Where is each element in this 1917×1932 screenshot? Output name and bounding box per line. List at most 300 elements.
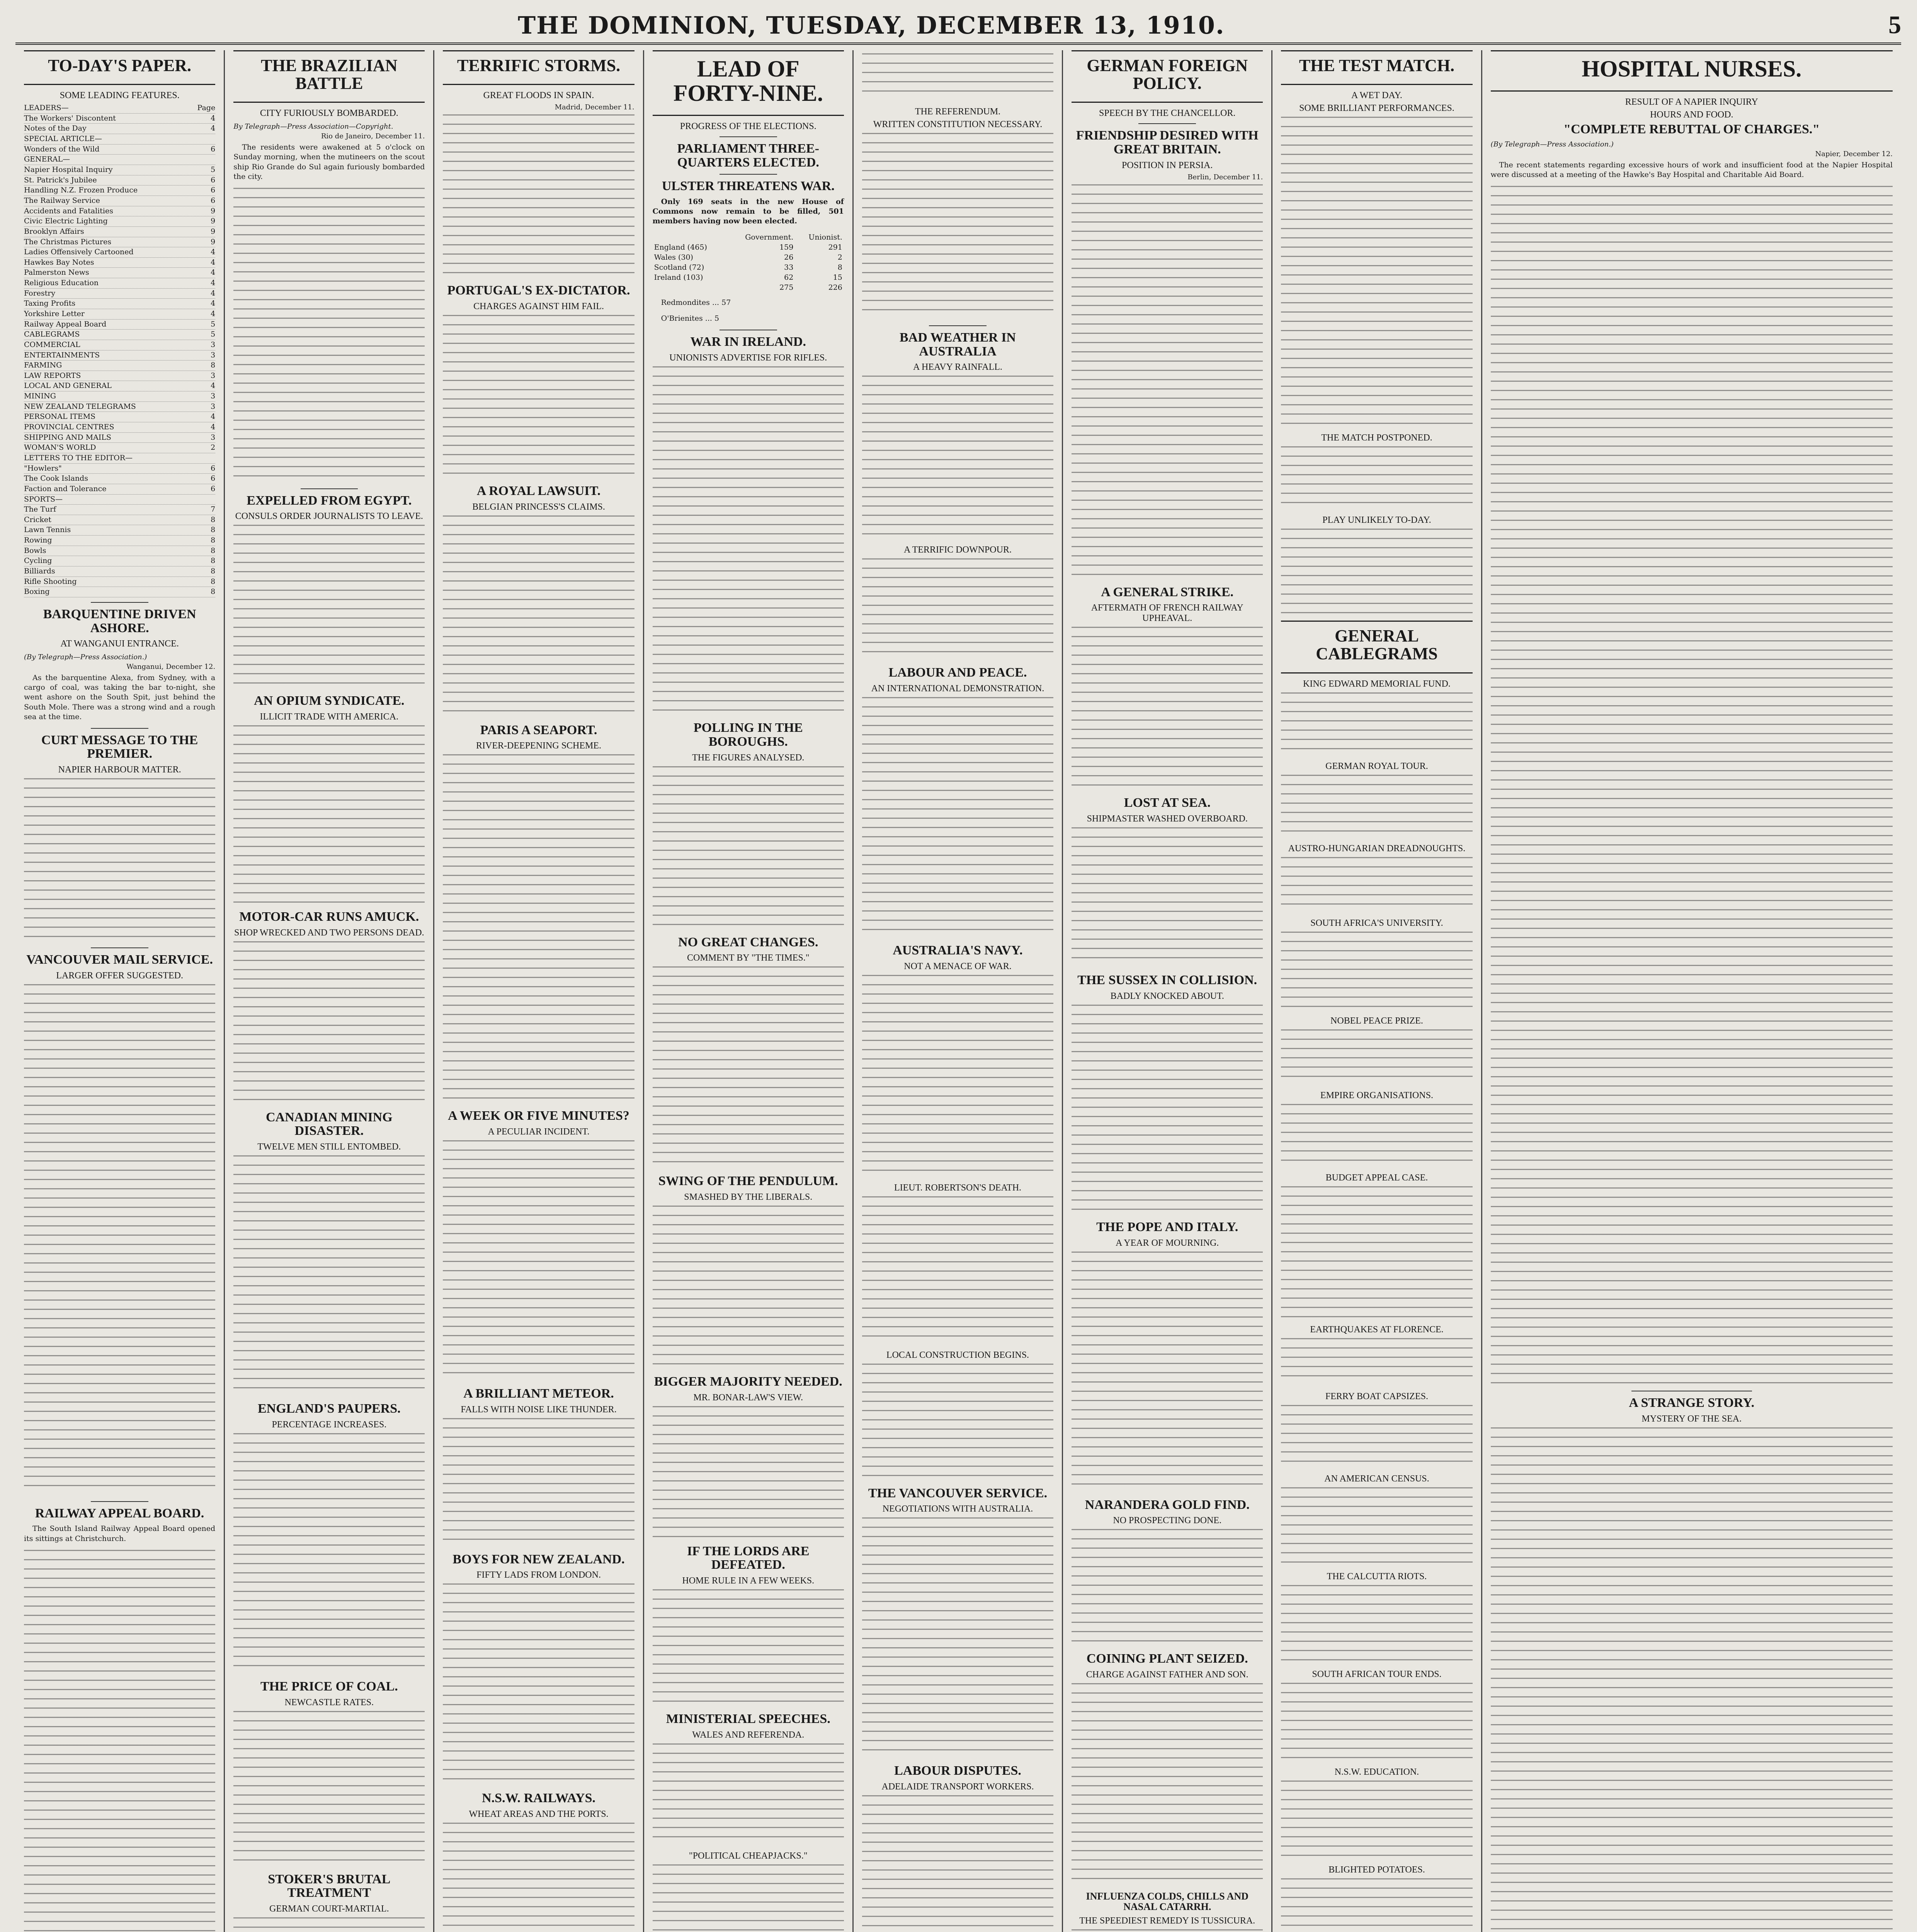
text-block xyxy=(1281,1487,1472,1565)
text-block xyxy=(443,114,634,277)
story-headline: VANCOUVER MAIL SERVICE. xyxy=(26,952,213,967)
text-block xyxy=(233,1711,425,1866)
table-row xyxy=(653,272,844,282)
column-1 xyxy=(15,50,225,1932)
contents-item xyxy=(24,587,215,597)
contents-item xyxy=(24,299,215,309)
text-block xyxy=(1072,1929,1263,1932)
table-cell: 275 xyxy=(779,283,794,292)
story-headline: BARQUENTINE DRIVEN ASHORE. xyxy=(43,607,196,635)
contents-item-label: Handling N.Z. Frozen Produce xyxy=(24,186,138,195)
story-subheadline: NEWCASTLE RATES. xyxy=(284,1697,374,1708)
story-subheadline: "POLITICAL CHEAPJACKS." xyxy=(689,1850,808,1861)
contents-item xyxy=(24,227,215,237)
contents-item-label: Rowing xyxy=(24,536,52,545)
story-text: As the barquentine Alexa, from Sydney, with a cargo of coal, was taking the bar to-night, she went ashore on the South Spit, just behind the South Mole. There was a strong wind and a rough sea at the time. xyxy=(24,673,216,721)
story-headline: THE VANCOUVER SERVICE. xyxy=(868,1486,1048,1500)
story-headline: NARANDERA GOLD FIND. xyxy=(1085,1497,1250,1512)
contents-item xyxy=(24,474,215,484)
story-subheadline: CHARGES AGAINST HIM FAIL. xyxy=(473,301,604,311)
story-subheadline: GREAT FLOODS IN SPAIN. xyxy=(483,90,594,101)
contents-item-page: 9 xyxy=(211,206,216,215)
contents-item-label: Religious Education xyxy=(24,279,99,287)
text-block xyxy=(1281,446,1472,508)
table-row xyxy=(653,242,844,252)
text-block xyxy=(862,975,1053,1176)
text-block xyxy=(1491,186,1893,1384)
masthead xyxy=(15,8,1901,45)
contents-item xyxy=(24,206,215,217)
story-headline: STOKER'S BRUTAL TREATMENT xyxy=(268,1872,391,1900)
story-text: Only 169 seats in the new House of Commons now remain to be filled, 501 members having now been elected. xyxy=(652,197,844,226)
text-block xyxy=(653,1864,844,1932)
story-subheadline: TWELVE MEN STILL ENTOMBED. xyxy=(257,1142,401,1152)
contents-item-page: 4 xyxy=(211,423,216,432)
contents-item-label: LEADERS— xyxy=(24,104,69,112)
story-subheadline: A TERRIFIC DOWNPOUR. xyxy=(904,545,1012,555)
contents-item-page: 8 xyxy=(211,546,216,555)
contents-item xyxy=(24,546,215,556)
columns xyxy=(15,50,1901,1932)
story-headline: EXPELLED FROM EGYPT. xyxy=(247,493,412,508)
contents-item-page: 6 xyxy=(211,175,216,184)
story-subheadline: SMASHED BY THE LIBERALS. xyxy=(684,1192,813,1202)
masthead-title: THE DOMINION, TUESDAY, DECEMBER 13, 1910. xyxy=(518,11,1225,39)
story-headline: COINING PLANT SEIZED. xyxy=(1086,1651,1248,1666)
contents-item-page: 8 xyxy=(211,567,216,576)
contents-item-page: 3 xyxy=(211,392,216,401)
story-subheadline: MR. BONAR-LAW'S VIEW. xyxy=(693,1392,803,1403)
headline-box xyxy=(1491,50,1893,92)
text-block xyxy=(1072,1683,1263,1884)
story-subheadline: WHEAT AREAS AND THE PORTS. xyxy=(469,1809,609,1819)
story-subheadline: LIEUT. ROBERTSON'S DEATH. xyxy=(894,1182,1022,1193)
contents-item xyxy=(24,196,215,206)
story-dateline: Berlin, December 11. xyxy=(1187,173,1263,181)
contents-item-label: Boxing xyxy=(24,587,50,596)
story-headline: RAILWAY APPEAL BOARD. xyxy=(35,1506,204,1520)
story-headline: A STRANGE STORY. xyxy=(1629,1395,1755,1410)
contents-item xyxy=(24,402,215,412)
text-block xyxy=(1072,827,1263,966)
contents-item-page: 4 xyxy=(211,310,216,318)
story-subheadline: BADLY KNOCKED ABOUT. xyxy=(1110,991,1224,1001)
contents-item-page: 2 xyxy=(211,443,216,452)
story-headline: PARLIAMENT THREE-QUARTERS ELECTED. xyxy=(677,141,819,170)
story-subheadline: BUDGET APPEAL CASE. xyxy=(1325,1172,1428,1183)
text-block xyxy=(233,1433,425,1673)
story-subheadline: CITY FURIOUSLY BOMBARDED. xyxy=(260,108,398,119)
story-subheadline: SOME BRILLIANT PERFORMANCES. xyxy=(1299,103,1454,114)
table-header-cell: Unionist. xyxy=(808,233,842,242)
redmondites-row: Redmondites ... 57 xyxy=(661,298,731,307)
story-subheadline: SOUTH AFRICA'S UNIVERSITY. xyxy=(1310,918,1443,928)
contents-item-page: 3 xyxy=(211,433,216,442)
contents-item-label: LOCAL AND GENERAL xyxy=(24,381,112,390)
story-headline: A GENERAL STRIKE. xyxy=(1101,585,1234,599)
story-subheadline: EMPIRE ORGANISATIONS. xyxy=(1320,1090,1433,1100)
contents-item-label: Cricket xyxy=(24,515,51,524)
story-headline: MINISTERIAL SPEECHES. xyxy=(666,1711,830,1726)
story-subheadline: AUSTRO-HUNGARIAN DREADNOUGHTS. xyxy=(1288,843,1466,854)
obrienites-row: O'Brienites ... 5 xyxy=(661,314,720,323)
story-headline: INFLUENZA COLDS, CHILLS AND NASAL CATARRH. xyxy=(1086,1890,1249,1913)
contents-item-page: 8 xyxy=(211,526,216,534)
text-block xyxy=(862,1196,1053,1343)
contents-item xyxy=(24,145,215,155)
contents-item-label: SHIPPING AND MAILS xyxy=(24,433,111,442)
story-headline: A BRILLIANT METEOR. xyxy=(463,1386,614,1401)
contents-item xyxy=(24,443,215,453)
contents-item-label: PERSONAL ITEMS xyxy=(24,412,96,421)
contents-item-page: 4 xyxy=(211,299,216,308)
column-3 xyxy=(434,50,644,1932)
story-subheadline: AN INTERNATIONAL DEMONSTRATION. xyxy=(871,684,1044,694)
story-headline: FRIENDSHIP DESIRED WITH GREAT BRITAIN. xyxy=(1076,128,1259,157)
contents-item-page: 6 xyxy=(211,196,216,205)
headline-box xyxy=(1281,621,1472,673)
contents-item xyxy=(24,289,215,299)
story-headline: CURT MESSAGE TO THE PREMIER. xyxy=(41,733,198,761)
text-block xyxy=(1072,184,1263,578)
text-block xyxy=(862,133,1053,318)
text-block xyxy=(1281,1683,1472,1760)
contents-item-label: PROVINCIAL CENTRES xyxy=(24,423,114,432)
divider xyxy=(91,947,148,948)
contents-item xyxy=(24,433,215,443)
story-subheadline: HOURS AND FOOD. xyxy=(1650,110,1733,120)
text-block xyxy=(233,941,425,1104)
table-row xyxy=(653,282,844,293)
contents-item-label: The Cook Islands xyxy=(24,474,88,483)
story-headline: "COMPLETE REBUTTAL OF CHARGES." xyxy=(1563,122,1820,136)
contents-item-page: Page xyxy=(197,104,216,112)
contents-item-page: 4 xyxy=(211,412,216,421)
story-subheadline: THE FIGURES ANALYSED. xyxy=(692,752,805,763)
text-block xyxy=(1072,1005,1263,1213)
table-cell: 26 xyxy=(784,253,794,262)
story-subheadline: ILLICIT TRADE WITH AMERICA. xyxy=(260,712,399,722)
text-block xyxy=(233,725,425,903)
story-headline: A ROYAL LAWSUIT. xyxy=(476,483,601,498)
story-subheadline: FERRY BOAT CAPSIZES. xyxy=(1325,1391,1428,1401)
text-block xyxy=(862,1517,1053,1757)
contents-item-label: COMMERCIAL xyxy=(24,340,80,349)
text-block xyxy=(1072,1252,1263,1491)
divider xyxy=(720,136,777,137)
headline-box xyxy=(653,50,844,116)
story-subheadline: A PECULIAR INCIDENT. xyxy=(488,1126,590,1137)
contents-item-label: NEW ZEALAND TELEGRAMS xyxy=(24,402,136,411)
contents-item-label: St. Patrick's Jubilee xyxy=(24,175,97,184)
story-headline: LABOUR AND PEACE. xyxy=(888,665,1027,680)
column-5 xyxy=(854,50,1063,1932)
table-cell: 2 xyxy=(837,253,842,262)
story-dateline: Napier, December 12. xyxy=(1815,150,1893,158)
text-block xyxy=(443,515,634,716)
contents-item-page: 8 xyxy=(211,556,216,565)
contents-item xyxy=(24,453,215,464)
story-headline: THE POPE AND ITALY. xyxy=(1096,1219,1238,1234)
story-subheadline: PERCENTAGE INCREASES. xyxy=(272,1419,387,1430)
contents-item-label: Cycling xyxy=(24,556,52,565)
story-subheadline: FALLS WITH NOISE LIKE THUNDER. xyxy=(461,1404,617,1415)
story-byline: (By Telegraph—Press Association.) xyxy=(1490,140,1614,148)
contents-heading-box xyxy=(24,50,215,85)
contents-item-page: 4 xyxy=(211,124,216,133)
story-subheadline: CONSULS ORDER JOURNALISTS TO LEAVE. xyxy=(235,511,423,522)
contents-item-page: 8 xyxy=(211,577,216,586)
story-headline: THE PRICE OF COAL. xyxy=(260,1679,398,1694)
story-headline: THE TEST MATCH. xyxy=(1299,56,1455,75)
contents-item-label: The Turf xyxy=(24,505,56,514)
contents-item-page: 3 xyxy=(211,350,216,359)
contents-item-page: 4 xyxy=(211,381,216,390)
contents-item-label: LAW REPORTS xyxy=(24,371,81,380)
contents-item-label: CABLEGRAMS xyxy=(24,330,80,339)
table-cell: 33 xyxy=(784,263,794,272)
contents-item xyxy=(24,165,215,175)
text-block xyxy=(443,754,634,1102)
text-block xyxy=(1281,1029,1472,1083)
story-subheadline: WRITTEN CONSTITUTION NECESSARY. xyxy=(873,119,1043,129)
contents-item-label: Faction and Tolerance xyxy=(24,484,107,493)
table-cell: England (465) xyxy=(654,243,707,252)
text-block xyxy=(1281,1585,1472,1662)
contents-heading: TO-DAY'S PAPER. xyxy=(48,56,192,75)
contents-item xyxy=(24,124,215,134)
story-subheadline: AFTERMATH OF FRENCH RAILWAY UPHEAVAL. xyxy=(1091,603,1243,624)
story-headline: MOTOR-CAR RUNS AMUCK. xyxy=(239,910,419,924)
story-headline: ULSTER THREATENS WAR. xyxy=(662,179,835,194)
story-headline: AN OPIUM SYNDICATE. xyxy=(254,694,405,708)
text-block xyxy=(24,778,215,940)
text-block xyxy=(1281,775,1472,837)
contents-item xyxy=(24,185,215,196)
story-headline: AUSTRALIA'S NAVY. xyxy=(893,943,1023,958)
story-subheadline: THE CALCUTTA RIOTS. xyxy=(1327,1571,1427,1582)
contents-item-label: FARMING xyxy=(24,361,62,370)
contents-item-page: 3 xyxy=(211,371,216,380)
table-cell: Ireland (103) xyxy=(654,273,703,282)
text-block xyxy=(862,376,1053,538)
story-text: The South Island Railway Appeal Board opened its sittings at Christchurch. xyxy=(24,1524,216,1543)
story-subheadline: SHOP WRECKED AND TWO PERSONS DEAD. xyxy=(234,927,424,938)
story-subheadline: N.S.W. EDUCATION. xyxy=(1334,1767,1419,1777)
story-headline: THE BRAZILIAN BATTLE xyxy=(261,56,398,93)
story-byline: (By Telegraph—Press Association.) xyxy=(24,653,147,662)
contents-item-page: 9 xyxy=(211,227,216,236)
table-cell: 291 xyxy=(828,243,842,252)
text-block xyxy=(443,1583,634,1784)
contents-item xyxy=(24,566,215,577)
text-block xyxy=(1281,1104,1472,1166)
contents-item-label: Notes of the Day xyxy=(24,124,87,133)
contents-item-page: 8 xyxy=(211,536,216,545)
story-subheadline: RESULT OF A NAPIER INQUIRY xyxy=(1625,97,1758,107)
story-subheadline: WALES AND REFERENDA. xyxy=(692,1730,805,1740)
contents-item-page: 6 xyxy=(211,474,216,483)
contents-item-label: Palmerston News xyxy=(24,268,89,277)
contents-item-page: 5 xyxy=(211,330,216,339)
contents-item-page: 4 xyxy=(211,268,216,277)
contents-item xyxy=(24,556,215,566)
story-subheadline: PROGRESS OF THE ELECTIONS. xyxy=(680,121,816,131)
table-header-cell xyxy=(653,232,727,242)
contents-item-label: ENTERTAINMENTS xyxy=(24,350,100,359)
text-block xyxy=(24,984,215,1494)
text-block xyxy=(1072,1529,1263,1645)
contents-item xyxy=(24,103,215,114)
contents-item-label: SPORTS— xyxy=(24,495,63,503)
contents-item-page: 6 xyxy=(211,186,216,195)
story-headline: LOST AT SEA. xyxy=(1124,796,1211,810)
contents-item xyxy=(24,422,215,433)
contents-item-page: 8 xyxy=(211,587,216,596)
divider xyxy=(720,174,777,175)
contents-item-page: 7 xyxy=(211,505,216,514)
contents-item-label: "Howlers" xyxy=(24,464,62,473)
story-headline: LABOUR DISPUTES. xyxy=(894,1764,1021,1778)
text-block xyxy=(653,766,844,929)
story-subheadline: POSITION IN PERSIA. xyxy=(1122,160,1213,170)
contents-item xyxy=(24,330,215,340)
story-subheadline: SHIPMASTER WASHED OVERBOARD. xyxy=(1087,814,1248,824)
contents-item xyxy=(24,381,215,391)
story-text: The recent statements regarding excessive hours of work and insufficient food at the Napier Hospital were discussed at a meeting of the Hawke's Bay Hospital and Charitable Aid Board. xyxy=(1490,160,1893,179)
text-block xyxy=(233,188,425,481)
table-row xyxy=(653,252,844,262)
story-headline: ENGLAND'S PAUPERS. xyxy=(258,1401,401,1416)
contents-item-label: Wonders of the Wild xyxy=(24,145,100,153)
text-block xyxy=(653,966,844,1167)
contents-item-label: Hawkes Bay Notes xyxy=(24,258,94,267)
contents-item-label: Accidents and Fatalities xyxy=(24,206,113,215)
divider xyxy=(91,728,148,729)
story-headline: GERMAN FOREIGN POLICY. xyxy=(1087,56,1248,93)
text-block xyxy=(1281,932,1472,1009)
story-subheadline: A HEAVY RAINFALL. xyxy=(913,362,1002,372)
contents-item-label: Brooklyn Affairs xyxy=(24,227,84,236)
story-headline: POLLING IN THE BOROUGHS. xyxy=(693,721,803,749)
contents-item-label: WOMAN'S WORLD xyxy=(24,443,96,452)
text-block xyxy=(443,1140,634,1380)
text-block xyxy=(862,697,1053,937)
story-subheadline: CHARGE AGAINST FATHER AND SON. xyxy=(1086,1669,1249,1680)
story-dateline: Madrid, December 11. xyxy=(555,103,634,112)
text-block xyxy=(443,1418,634,1546)
story-headline: LEAD OF FORTY-NINE. xyxy=(673,56,823,106)
contents-item xyxy=(24,350,215,361)
story-text: The residents were awakened at 5 o'clock on Sunday morning, when the mutineers on the scout ship Rio Grande do Sul again furiously bombarded the city. xyxy=(233,143,425,181)
contents-item xyxy=(24,412,215,422)
story-headline: PARIS A SEAPORT. xyxy=(480,723,597,737)
contents-item-page: 5 xyxy=(211,320,216,328)
column-2 xyxy=(225,50,434,1932)
story-subheadline: THE SPEEDIEST REMEDY IS TUSSICURA. xyxy=(1079,1916,1255,1926)
story-subheadline: SOUTH AFRICAN TOUR ENDS. xyxy=(1312,1669,1442,1679)
contents-item-label: Yorkshire Letter xyxy=(24,310,85,318)
text-block xyxy=(24,1550,215,1932)
story-subheadline: BELGIAN PRINCESS'S CLAIMS. xyxy=(472,502,605,512)
contents-item xyxy=(24,536,215,546)
text-block xyxy=(1281,1186,1472,1318)
contents-item xyxy=(24,134,215,145)
contents-item xyxy=(24,371,215,381)
story-headline: BOYS FOR NEW ZEALAND. xyxy=(452,1552,625,1566)
contents-item-page: 8 xyxy=(211,515,216,524)
story-subheadline: RIVER-DEEPENING SCHEME. xyxy=(476,741,602,751)
story-headline: NO GREAT CHANGES. xyxy=(678,935,818,949)
story-headline: TERRIFIC STORMS. xyxy=(457,56,621,75)
text-block xyxy=(1281,1405,1472,1467)
contents-item-label: The Christmas Pictures xyxy=(24,237,112,246)
contents-item-page: 6 xyxy=(211,464,216,473)
story-dateline: Rio de Janeiro, December 11. xyxy=(321,132,425,141)
contents-item-page: 4 xyxy=(211,279,216,287)
contents-item xyxy=(24,268,215,278)
story-subheadline: KING EDWARD MEMORIAL FUND. xyxy=(1303,679,1451,689)
contents-item xyxy=(24,309,215,320)
table-header-cell: Government. xyxy=(745,233,794,242)
divider xyxy=(301,488,358,489)
story-headline: BIGGER MAJORITY NEEDED. xyxy=(654,1374,842,1389)
table-row xyxy=(653,262,844,272)
contents-item xyxy=(24,247,215,258)
text-block xyxy=(233,1155,425,1395)
contents-item-page: 6 xyxy=(211,484,216,493)
contents-item-label: Railway Appeal Board xyxy=(24,320,107,328)
contents-item-label: Ladies Offensively Cartooned xyxy=(24,248,134,257)
contents-item-label: Civic Electric Lighting xyxy=(24,217,108,226)
table-cell: 15 xyxy=(833,273,842,282)
story-subheadline: NOT A MENACE OF WAR. xyxy=(904,961,1012,971)
contents-item xyxy=(24,495,215,505)
story-headline: PORTUGAL'S EX-DICTATOR. xyxy=(447,283,630,298)
text-block xyxy=(653,1589,844,1705)
story-subheadline: ADELAIDE TRANSPORT WORKERS. xyxy=(881,1782,1034,1792)
divider xyxy=(1138,123,1196,124)
contents-item-label: Billiards xyxy=(24,567,55,576)
table-cell: 159 xyxy=(779,243,794,252)
story-subheadline: NEGOTIATIONS WITH AUSTRALIA. xyxy=(882,1504,1033,1514)
story-byline: By Telegraph—Press Association—Copyright. xyxy=(233,122,393,131)
contents-item xyxy=(24,464,215,474)
story-headline: HOSPITAL NURSES. xyxy=(1582,56,1802,82)
contents-item-page: 3 xyxy=(211,340,216,349)
text-block xyxy=(1281,857,1472,911)
text-block xyxy=(862,558,1053,659)
headline-box xyxy=(1072,50,1263,103)
contents-item-label: The Workers' Discontent xyxy=(24,114,116,122)
contents-item xyxy=(24,515,215,526)
divider xyxy=(929,325,987,326)
contents-item-label: Forestry xyxy=(24,289,56,298)
contents-item-label: Rifle Shooting xyxy=(24,577,77,586)
contents-item xyxy=(24,320,215,330)
story-subheadline: EARTHQUAKES AT FLORENCE. xyxy=(1310,1324,1444,1335)
text-block xyxy=(862,1364,1053,1480)
story-subheadline: NOBEL PEACE PRIZE. xyxy=(1330,1015,1423,1026)
contents-item-label: LETTERS TO THE EDITOR— xyxy=(24,453,133,462)
divider xyxy=(91,602,148,603)
story-headline: IF THE LORDS ARE DEFEATED. xyxy=(687,1544,810,1572)
story-subheadline: THE REFERENDUM. xyxy=(915,107,1001,117)
story-subheadline: FIFTY LADS FROM LONDON. xyxy=(476,1570,601,1580)
story-subheadline: THE MATCH POSTPONED. xyxy=(1321,433,1432,443)
table-header-row xyxy=(653,232,844,242)
table-cell: 62 xyxy=(784,273,794,282)
